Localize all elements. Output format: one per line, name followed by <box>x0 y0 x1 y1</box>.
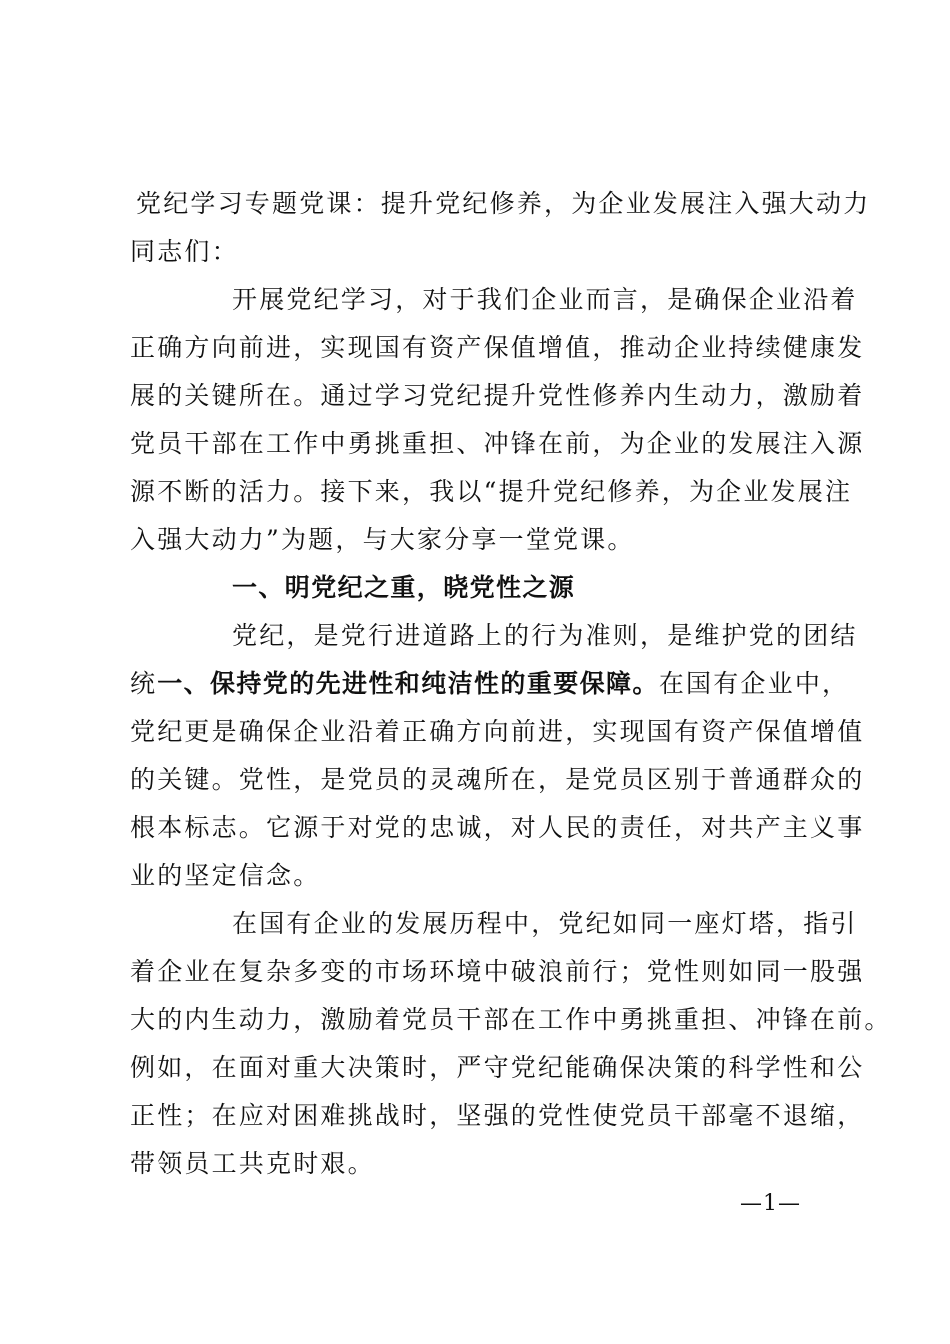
section-heading: 一、明党纪之重，晓党性之源 <box>232 573 576 602</box>
page-number: —1— <box>740 1191 801 1216</box>
paragraph-line: 带领员工共克时艰。 <box>130 1149 375 1178</box>
paragraph-line: 在国有企业的发展历程中，党纪如同一座灯塔，指引 <box>232 909 858 938</box>
paragraph-line <box>130 660 850 708</box>
paragraph-line: 入强大动力”为题，与大家分享一堂党课。 <box>130 525 635 554</box>
paragraph-line: 例如，在面对重大决策时，严守党纪能确保决策的科学性和公 <box>130 1053 865 1082</box>
paragraph-line: 的关键。党性，是党员的灵魂所在，是党员区别于普通群众的 <box>130 765 865 794</box>
paragraph-line: 党员干部在工作中勇挑重担、冲锋在前，为企业的发展注入源 <box>130 429 865 458</box>
paragraph-line: 开展党纪学习，对于我们企业而言，是确保企业沿着 <box>232 285 858 314</box>
paragraph-line: 党纪更是确保企业沿着正确方向前进，实现国有资产保值增值 <box>130 717 865 746</box>
line-text: 统 <box>130 669 158 698</box>
paragraph-line: 业的坚定信念。 <box>130 861 321 890</box>
document-title: 党纪学习专题党课：提升党纪修养，为企业发展注入强大动力 <box>136 189 871 218</box>
paragraph-line: 正确方向前进，实现国有资产保值增值，推动企业持续健康发 <box>130 333 865 362</box>
paragraph-line: 源不断的活力。接下来，我以“提升党纪修养，为企业发展注 <box>130 477 853 506</box>
paragraph-line: 着企业在复杂多变的市场环境中破浪前行；党性则如同一股强 <box>130 957 865 986</box>
line-text: 在国有企业中， <box>658 669 850 698</box>
paragraph-line: 正性；在应对困难挑战时，坚强的党性使党员干部毫不退缩， <box>130 1101 865 1130</box>
paragraph-line: 展的关键所在。通过学习党纪提升党性修养内生动力，激励着 <box>130 381 865 410</box>
paragraph-line: 大的内生动力，激励着党员干部在工作中勇挑重担、冲锋在前。 <box>130 1005 892 1034</box>
paragraph-line: 根本标志。它源于对党的忠诚，对人民的责任，对共产主义事 <box>130 813 865 842</box>
salutation: 同志们： <box>130 237 239 266</box>
paragraph-line: 党纪，是党行进道路上的行为准则，是维护党的团结 <box>232 621 858 650</box>
bold-phrase: 一、保持党的先进性和纯洁性的重要保障。 <box>157 669 659 698</box>
